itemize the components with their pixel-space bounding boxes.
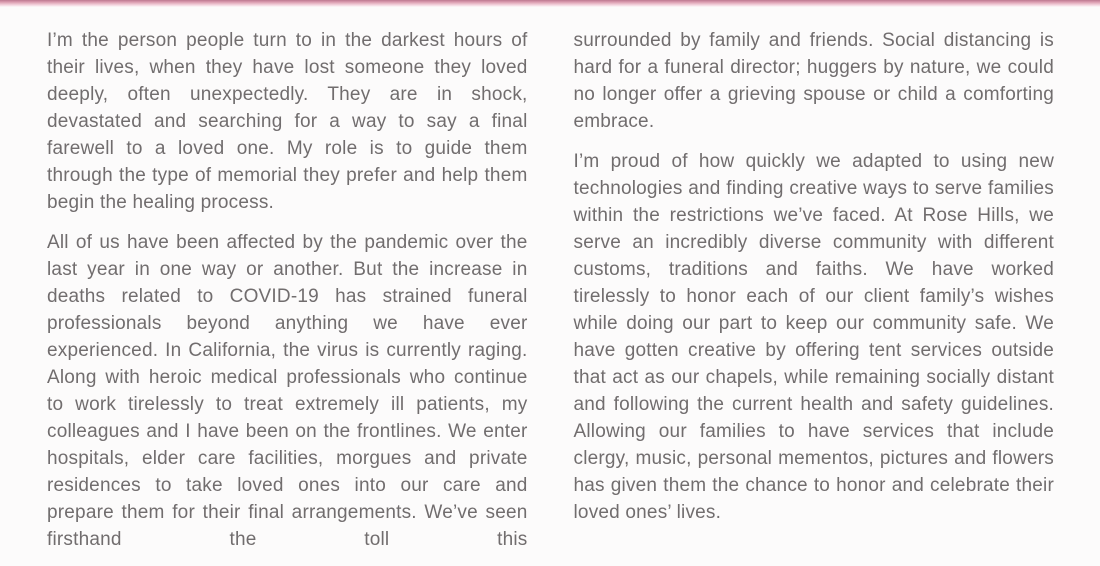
paragraph: All of us have been affected by the pandemic over the last year in one way or another. But the increase in deaths related to COVID-19 has strained funeral professionals beyond anything we have ever experienced. In California, the virus is currently raging. Along with heroic medical professionals who continue to work tirelessly to treat extremely ill patients, my colleagues and I have been on the frontlines. We enter hospitals, elder care facilities, morgues and private residences to take loved ones into our care and prepare them for their final arrangements. We’ve seen firsthand the toll this bbox=[47, 232, 528, 550]
paragraph: I’m proud of how quickly we adapted to using new technologies and finding creative ways to serve families within the restrictions we’ve faced. At Rose Hills, we serve an incredibly diverse community with different customs, traditions and faiths. We have worked tirelessly to honor each of our client family’s wishes while doing our part to keep our community safe. We have gotten creative by offering tent services outside that act as our chapels, while remaining socially distant and following the current health and safety guidelines. Allowing our families to have services that include clergy, music, personal mementos, pictures and flowers has given them the chance to honor and celebrate their loved ones’ lives. bbox=[573, 151, 1054, 523]
paragraph: surrounded by family and friends. Social distancing is hard for a funeral director; huggers by nature, we could no longer offer a grieving spouse or child a comforting embrace. bbox=[573, 30, 1054, 132]
paragraph: I’m the person people turn to in the darkest hours of their lives, when they have lost someone they loved deeply, often unexpectedly. They are in shock, devastated and searching for a way to say a final farewell to a loved one. My role is to guide them through the type of memorial they prefer and help them begin the healing process. bbox=[47, 30, 528, 213]
article-column-right bbox=[574, 27, 1055, 566]
top-accent-bar bbox=[0, 0, 1100, 7]
article-column-left bbox=[47, 27, 528, 566]
article-body bbox=[0, 7, 1100, 566]
